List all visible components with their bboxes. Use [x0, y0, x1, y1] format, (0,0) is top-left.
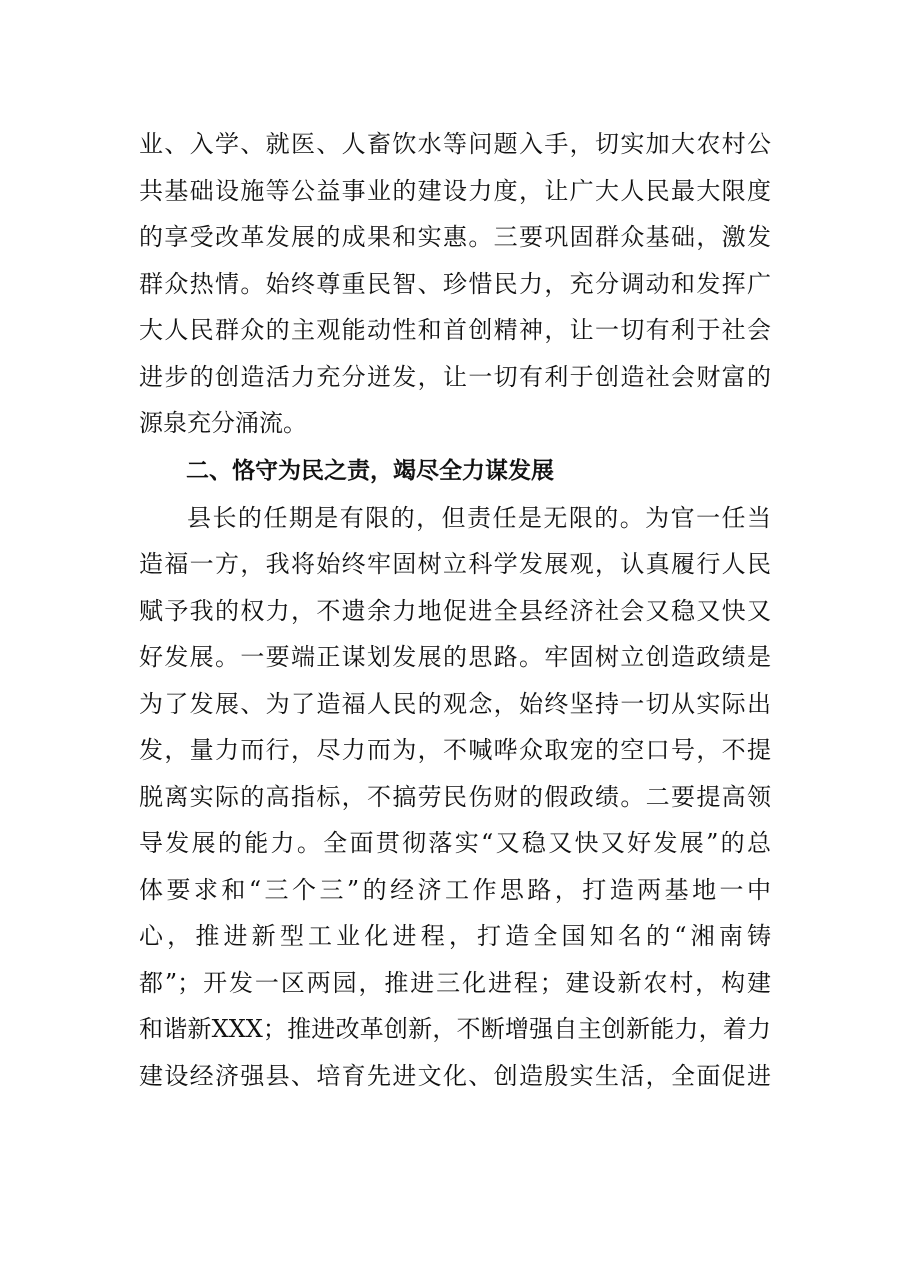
paragraph-1-line-3: 的享受改革发展的成果和实惠。三要巩固群众基础，激发 [139, 223, 771, 251]
paragraph-2-line-1: 县长的任期是有限的，但责任是无限的。为官一任当 [187, 503, 771, 532]
paragraph-2-line-11: 都”；开发一区两园，推进三化进程；建设新农村，构建 [139, 968, 771, 997]
paragraph-1-line-2: 共基础设施等公益事业的建设力度，让广大人民最大限度 [139, 176, 771, 205]
paragraph-2-line-5: 为了发展、为了造福人民的观念，始终坚持一切从实际出 [139, 689, 771, 718]
paragraph-1-line-5: 大人民群众的主观能动性和首创精神，让一切有利于社会 [139, 316, 771, 344]
paragraph-2-line-2: 造福一方，我将始终牢固树立科学发展观，认真履行人民 [139, 550, 771, 578]
document-page [139, 121, 771, 1099]
paragraph-1-line-7: 源泉充分涌流。 [139, 409, 307, 437]
paragraph-1-line-4: 群众热情。始终尊重民智、珍惜民力，充分调动和发挥广 [139, 269, 771, 298]
paragraph-2-line-3: 赋予我的权力，不遗余力地促进全县经济社会又稳又快又 [139, 596, 771, 625]
paragraph-2-line-8: 导发展的能力。全面贯彻落实“又稳又快又好发展”的总 [139, 829, 771, 857]
paragraph-2-line-10: 心，推进新型工业化进程，打造全国知名的“湘南铸 [139, 922, 771, 950]
paragraph-2-line-12: 和谐新XXX；推进改革创新，不断增强自主创新能力，着力 [139, 1015, 771, 1043]
paragraph-1-line-1: 业、入学、就医、人畜饮水等问题入手，切实加大农村公 [139, 130, 771, 158]
paragraph-1-line-6: 进步的创造活力充分迸发，让一切有利于创造社会财富的 [139, 362, 771, 391]
paragraph-2-line-4: 好发展。一要端正谋划发展的思路。牢固树立创造政绩是 [139, 643, 771, 671]
paragraph-2-line-7: 脱离实际的高指标，不搞劳民伤财的假政绩。二要提高领 [139, 782, 771, 811]
paragraph-2-line-9: 体要求和“三个三”的经济工作思路，打造两基地一中 [139, 875, 771, 904]
section-heading: 二、恪守为民之责，竭尽全力谋发展 [186, 457, 554, 484]
paragraph-2-line-6: 发，量力而行，尽力而为，不喊哗众取宠的空口号，不提 [139, 736, 771, 764]
paragraph-2-line-13: 建设经济强县、培育先进文化、创造殷实生活，全面促进 [139, 1061, 771, 1090]
